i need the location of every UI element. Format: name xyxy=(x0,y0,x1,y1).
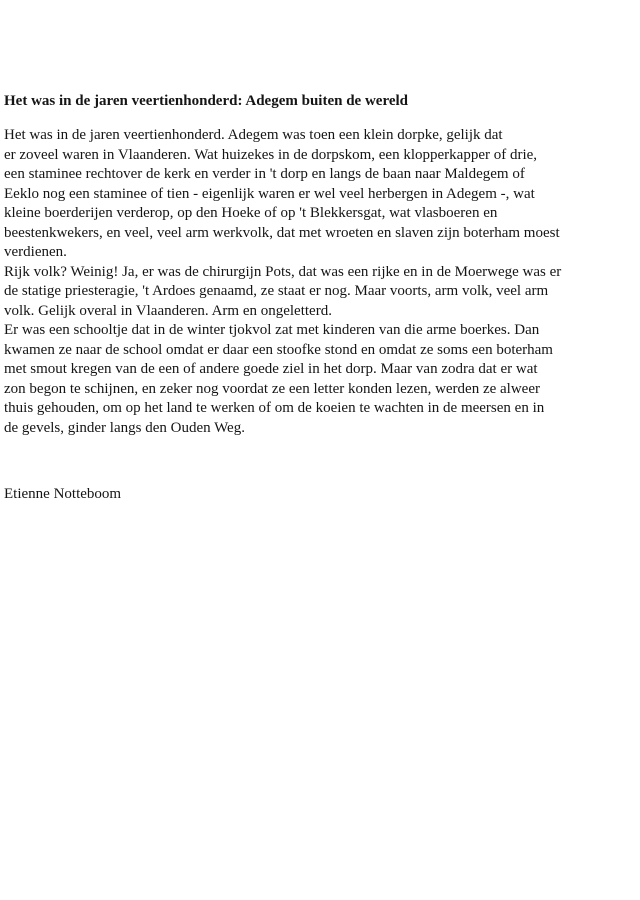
document-body xyxy=(4,126,636,438)
body-line: Het was in de jaren veertienhonderd. Adegem was toen een klein dorpke, gelijk dat xyxy=(4,127,503,143)
body-line: zon begon te schijnen, en zeker nog voordat ze een letter konden lezen, werden ze alweer xyxy=(4,380,540,397)
author-signature: Etienne Notteboom xyxy=(4,486,122,502)
body-line: de statige priesteragie, 't Ardoes genaamd, ze staat er nog. Maar voorts, arm volk, veel arm xyxy=(4,283,549,299)
body-line: er zoveel waren in Vlaanderen. Wat huizekes in de dorpskom, een klopperkapper of drie, xyxy=(4,146,538,163)
body-line: Er was een schooltje dat in de winter tjokvol zat met kinderen van die arme boerkes. Dan xyxy=(4,322,540,338)
body-line: met smout kregen van de een of andere goede ziel in het dorp. Maar van zodra dat er wat xyxy=(4,361,538,377)
body-line: verdienen. xyxy=(4,244,67,260)
body-line: een staminee rechtover de kerk en verder in 't dorp en langs de baan naar Maldegem of xyxy=(4,166,525,182)
body-line: Eeklo nog een staminee of tien - eigenlijk waren er wel veel herbergen in Adegem -, wat xyxy=(4,185,535,202)
body-line: de gevels, ginder langs den Ouden Weg. xyxy=(4,419,245,436)
document-title: Het was in de jaren veertienhonderd: Adegem buiten de wereld xyxy=(4,93,408,109)
body-line: kleine boerderijen verderop, op den Hoeke of op 't Blekkersgat, wat vlasboeren en xyxy=(4,205,498,221)
body-line: volk. Gelijk overal in Vlaanderen. Arm en ongeletterd. xyxy=(4,302,332,319)
body-line: thuis gehouden, om op het land te werken of om de koeien te wachten in de meersen en in xyxy=(4,400,545,416)
body-line: beestenkwekers, en veel, veel arm werkvolk, dat met wroeten en slaven zijn boterham moest xyxy=(4,224,560,241)
body-line: Rijk volk? Weinig! Ja, er was de chirurgijn Pots, dat was een rijke en in de Moerwege was er xyxy=(4,263,562,280)
body-line: kwamen ze naar de school omdat er daar een stoofke stond en omdat ze soms een boterham xyxy=(4,341,553,358)
